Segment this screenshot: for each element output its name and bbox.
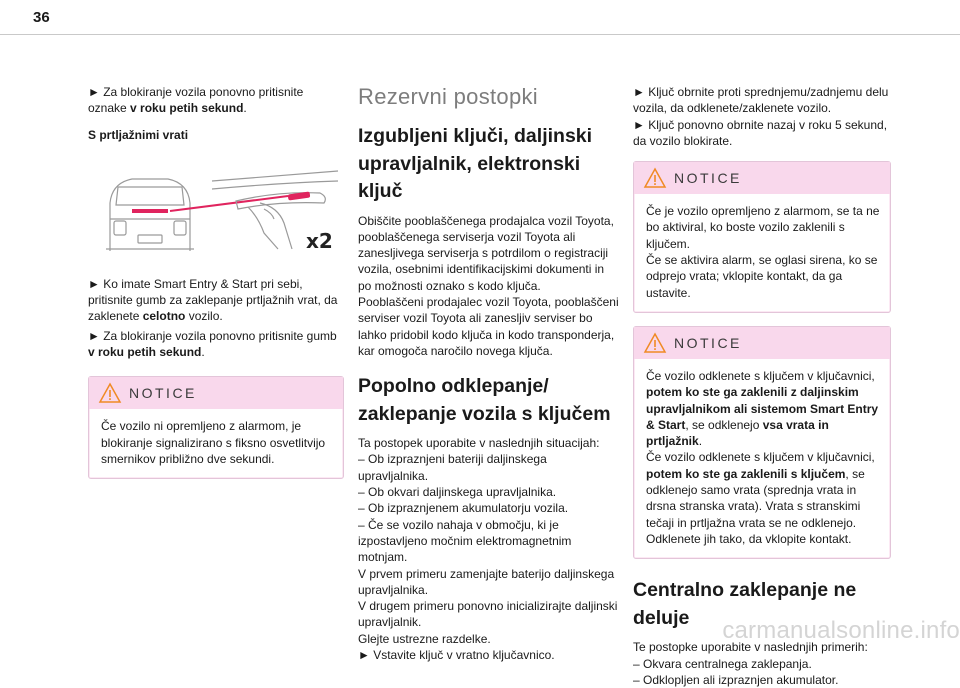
central-locking-intro: Te postopke uporabite v naslednjih primerih: xyxy=(633,640,868,655)
notice-header xyxy=(634,162,890,194)
turn-back-step: ► Ključ ponovno obrnite nazaj v roku 5 sekund, da vozilo blokirate. xyxy=(633,117,888,148)
warning-triangle-icon xyxy=(99,383,121,403)
section-title: Rezervni postopki xyxy=(358,84,538,109)
subheading-tailgate: S prtljažnimi vrati xyxy=(88,127,189,142)
replace-battery-text: V prvem primeru zamenjajte baterijo daljinskega upravljalnika. xyxy=(358,566,615,597)
heading-central-locking: Centralno zaklepanje ne deluje xyxy=(633,579,857,629)
callout-line xyxy=(170,196,288,211)
step-relock-button-paragraph: ► Za blokiranje vozila ponovno pritisnite gumb v roku petih sekund. xyxy=(88,328,337,360)
warning-triangle-icon xyxy=(644,168,666,188)
insert-key-step: ► Vstavite ključ v vratno ključavnico. xyxy=(358,648,555,663)
van-rear-icon xyxy=(106,179,194,251)
alarm-siren-text: Če se aktivira alarm, se oglasi sirena, ko se odprejo vrata; vklopite kontakt, da ga ustavite. xyxy=(646,253,878,300)
notice-body xyxy=(635,194,889,311)
notice-header xyxy=(634,327,890,359)
situations-intro: Ta postopek uporabite v naslednjih situacijah: xyxy=(358,436,600,451)
handle-highlight xyxy=(132,209,168,213)
heading-lost-keys: Izgubljeni ključi, daljinski upravljalnik, elektronski ključ xyxy=(358,125,593,202)
notice-title: NOTICE xyxy=(674,334,742,351)
lost-keys-paragraph-2: Pooblaščeni prodajalec vozil Toyota, pooblaščeni serviser vozil Toyota ali zanesljiv serviser bo lahko pridobil kodo ključa in kodo transponderja, kar omogoča naročilo novega ključa. xyxy=(358,294,619,358)
list-item: – Ob okvari daljinskega upravljalnika. xyxy=(358,485,557,500)
turn-key-step: ► Ključ obrnite proti sprednjemu/zadnjemu delu vozila, da odklenete/zaklenete vozilo. xyxy=(633,85,889,116)
see-sections-text: Glejte ustrezne razdelke. xyxy=(358,631,491,646)
lost-keys-paragraph-1: Obiščite pooblaščenega prodajalca vozil Toyota, pooblaščenega serviserja vozil Toyota ali zaneslјivega serviserja s potrdilom o registraciji vozila, osebnimi identifikacijskimi dokumenti in po možnosti oznako s kodo ključa. xyxy=(358,213,614,293)
unlock-after-remote-text: Če vozilo odklenete s ključem v ključavnici, potem ko ste ga zaklenili z daljinskim upravljalnikom ali sistemom Smart Entry & Start, se odklenejo vsa vrata in prtljažnik. xyxy=(646,368,879,449)
notice-box xyxy=(88,376,344,479)
column-right xyxy=(633,84,891,688)
column-middle xyxy=(358,84,620,663)
alarm-not-activated-text: Če je vozilo opremljeno z alarmom, se ta ne bo aktiviral, ko boste vozilo zaklenili s ključem. xyxy=(646,204,880,251)
top-divider xyxy=(0,34,960,35)
notice-body: Če vozilo ni opremljeno z alarmom, je blokiranje signalizirano s fiksno osvetlitvijo smernikov približno dve sekundi. xyxy=(90,409,342,477)
notice-body xyxy=(635,359,889,557)
notice-header xyxy=(89,377,343,409)
tailgate-button-illustration xyxy=(88,163,344,255)
list-item: – Ob izpraznjeni bateriji daljinskega upravljalnika. xyxy=(358,452,547,483)
page-number: 36 xyxy=(33,9,50,26)
step-relock-paragraph: ► Za blokiranje vozila ponovno pritisnite oznake v roku petih sekund. xyxy=(88,85,304,116)
column-left xyxy=(88,84,344,489)
notice-box xyxy=(633,326,891,559)
list-item: – Odklopljen ali izpraznjen akumulator. xyxy=(633,672,839,687)
notice-title: NOTICE xyxy=(674,170,742,187)
press-twice-label: x2 xyxy=(306,228,333,253)
warning-triangle-icon xyxy=(644,333,666,353)
smart-entry-paragraph: ► Ko imate Smart Entry & Start pri sebi, pritisnite gumb za zaklepanje prtljažnih vrat, da zaklenete celotno vozilo. xyxy=(88,276,338,324)
reinitialise-text: V drugem primeru ponovno inicializirajte daljinski upravljalnik. xyxy=(358,599,618,630)
list-item: – Okvara centralnega zaklepanja. xyxy=(633,656,812,671)
notice-box xyxy=(633,161,891,313)
list-item: – Ob izpraznjenem akumulatorju vozila. xyxy=(358,501,569,516)
notice-title: NOTICE xyxy=(129,385,197,402)
list-item: – Če se vozilo nahaja v območju, ki je izpostavljeno močnim elektromagnetnim motnjam. xyxy=(358,517,572,565)
heading-full-unlock-lock: Popolno odklepanje/ zaklepanje vozila s ključem xyxy=(358,375,611,425)
unlock-after-key-text: Če vozilo odklenete s ključem v ključavnici, potem ko ste ga zaklenili s ključem, se odklenejo samo vrata (sprednja vrata in drsna stranska vrata). Vrata s stranskimi tečaji in prtljažna vrata se ne odklenejo. Odklenete jih tako, da vklopite kontakt. xyxy=(646,450,875,546)
watermark: carmanualsonline.info xyxy=(722,617,960,644)
